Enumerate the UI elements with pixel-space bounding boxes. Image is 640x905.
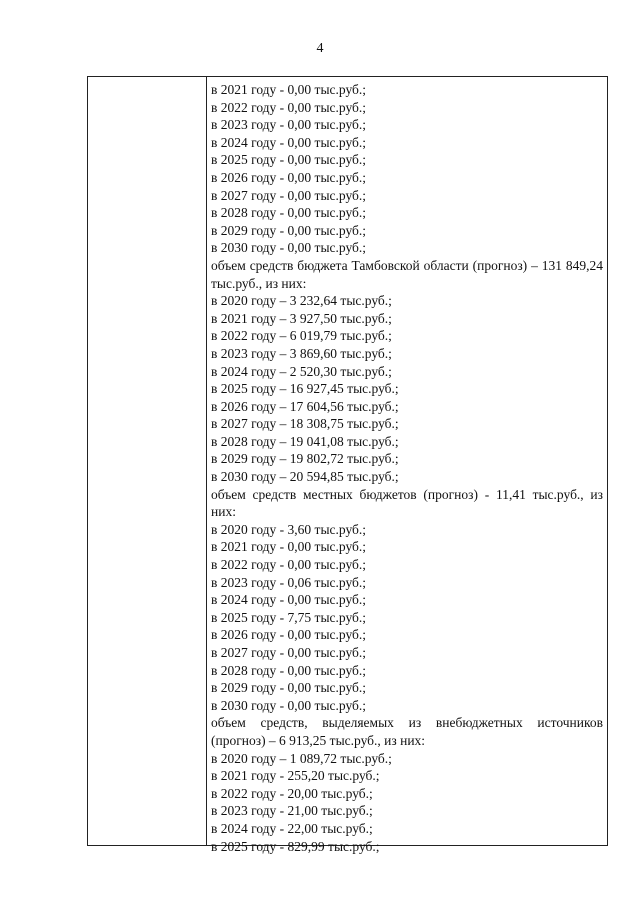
year-line: в 2023 году – 3 869,60 тыс.руб.; [211,345,392,361]
year-line: в 2025 году - 7,75 тыс.руб.; [211,609,367,625]
year-line: в 2030 году - 0,00 тыс.руб.; [211,697,367,713]
year-line: в 2022 году - 0,00 тыс.руб.; [211,557,367,573]
year-line: в 2028 году – 19 041,08 тыс.руб.; [211,433,399,449]
year-line: в 2027 году - 0,00 тыс.руб.; [211,645,367,660]
year-line: в 2027 году - 0,00 тыс.руб.; [211,187,367,203]
funding-group-d [211,750,603,856]
year-line: в 2025 году – 16 927,45 тыс.руб.; [211,381,399,397]
year-line: в 2021 году – 3 927,50 тыс.руб.; [211,310,392,326]
year-line: в 2022 году – 6 019,79 тыс.руб.; [211,328,392,344]
year-line: в 2028 году - 0,00 тыс.руб.; [211,662,367,678]
year-line: в 2029 году – 19 802,72 тыс.руб.; [211,451,399,467]
funding-content-cell [211,81,603,855]
column-divider [206,77,207,845]
year-line: в 2022 году - 0,00 тыс.руб.; [211,99,367,115]
year-line: в 2020 году – 3 232,64 тыс.руб.; [211,293,392,309]
year-line: в 2021 году - 255,20 тыс.руб.; [211,768,380,784]
year-line: в 2021 году - 0,00 тыс.руб.; [211,82,367,97]
year-line: в 2020 году – 1 089,72 тыс.руб.; [211,750,392,766]
year-line: в 2024 году - 0,00 тыс.руб.; [211,134,367,150]
funding-table [87,76,608,854]
year-line: в 2028 году - 0,00 тыс.руб.; [211,205,367,221]
year-line: в 2023 году - 21,00 тыс.руб.; [211,803,373,819]
year-line: в 2025 году - 0,00 тыс.руб.; [211,152,367,168]
regional-budget-heading: объем средств бюджета Тамбовской области (прогноз) – 131 849,24 тыс.руб., из них: [211,257,603,291]
page-number: 4 [316,41,324,56]
year-line: в 2026 году – 17 604,56 тыс.руб.; [211,398,399,414]
year-line: в 2022 году - 20,00 тыс.руб.; [211,785,373,801]
year-line: в 2030 году – 20 594,85 тыс.руб.; [211,469,399,485]
year-line: в 2023 году - 0,00 тыс.руб.; [211,117,367,133]
local-budget-heading: объем средств местных бюджетов (прогноз) - 11,41 тыс.руб., из них: [211,486,603,520]
funding-group-a [211,81,603,257]
year-line: в 2027 году – 18 308,75 тыс.руб.; [211,416,399,432]
extrabudgetary-heading: объем средств, выделяемых из внебюджетных источников (прогноз) – 6 913,25 тыс.руб., из них: [211,715,603,748]
year-line: в 2023 году - 0,06 тыс.руб.; [211,574,367,590]
year-line: в 2026 году - 0,00 тыс.руб.; [211,627,367,643]
year-line: в 2029 году - 0,00 тыс.руб.; [211,222,367,238]
year-line: в 2021 году - 0,00 тыс.руб.; [211,539,367,555]
year-line: в 2024 году - 0,00 тыс.руб.; [211,592,367,608]
year-line: в 2020 году - 3,60 тыс.руб.; [211,521,367,537]
funding-group-b [211,292,603,486]
funding-group-c [211,521,603,715]
year-line: в 2024 году - 22,00 тыс.руб.; [211,820,373,836]
year-line: в 2029 году - 0,00 тыс.руб.; [211,680,367,696]
year-line: в 2024 году – 2 520,30 тыс.руб.; [211,363,392,379]
year-line: в 2030 году - 0,00 тыс.руб.; [211,240,367,256]
year-line: в 2026 году - 0,00 тыс.руб.; [211,169,367,185]
year-line: в 2025 году - 829,99 тыс.руб.; [211,838,380,854]
